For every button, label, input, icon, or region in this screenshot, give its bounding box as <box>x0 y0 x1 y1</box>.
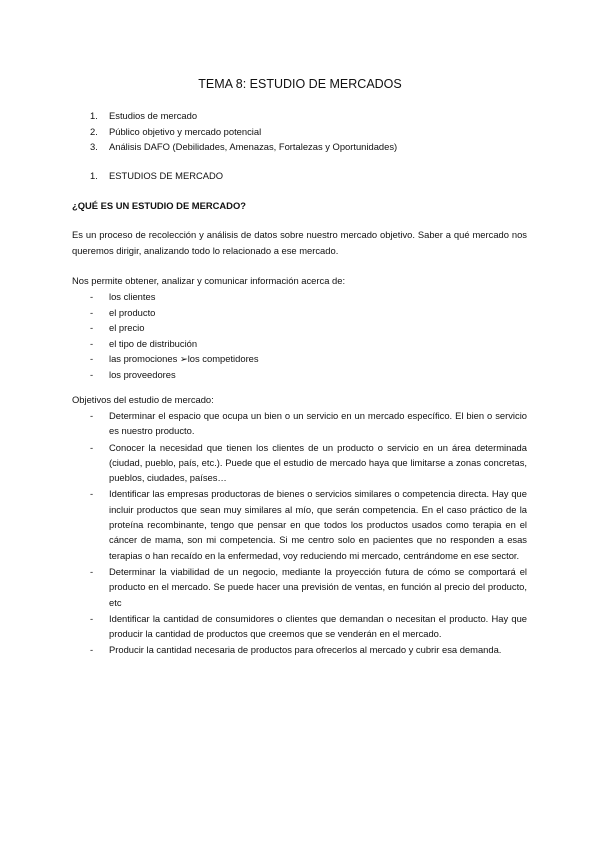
list-item-text: Conocer la necesidad que tienen los clientes de un producto o servicio en un área determinada (ciudad, pueblo, país, etc.). Puede que el estudio de mercado haya que limitarse a zonas concretas, pueblos, ciudades, países… <box>109 441 527 484</box>
list-dash: - <box>90 291 94 302</box>
list-item-text: Producir la cantidad necesaria de productos para ofrecerlos al mercado y cubrir esa demanda. <box>109 644 502 656</box>
toc-text: Público objetivo y mercado potencial <box>109 125 262 137</box>
list-item <box>90 486 527 562</box>
toc-text: Análisis DAFO (Debilidades, Amenazas, Fortalezas y Oportunidades) <box>109 141 398 152</box>
list-item <box>90 564 527 610</box>
list-item-text: el producto <box>109 306 156 318</box>
toc-number: 2. <box>90 125 98 137</box>
list-item-text: Determinar el espacio que ocupa un bien o un servicio en un mercado específico. El bien o servicio es nuestro producto. <box>109 410 527 437</box>
list-item-text: los clientes <box>109 291 156 302</box>
permite-list <box>90 289 527 382</box>
list-item-text: el precio <box>109 322 145 333</box>
toc-text: Estudios de mercado <box>109 110 198 121</box>
question-heading: ¿QUÉ ES UN ESTUDIO DE MERCADO? <box>72 200 246 211</box>
section-heading <box>90 168 223 183</box>
list-item <box>90 408 527 439</box>
list-item <box>90 305 527 321</box>
toc-item <box>90 108 397 124</box>
list-dash: - <box>90 337 94 349</box>
list-item-text: el tipo de distribución <box>109 337 198 349</box>
document-title: TEMA 8: ESTUDIO DE MERCADOS <box>198 77 402 91</box>
list-item <box>90 367 527 383</box>
list-dash: - <box>90 644 94 656</box>
section-title: ESTUDIOS DE MERCADO <box>109 170 224 181</box>
list-item <box>90 336 527 352</box>
list-item <box>90 320 527 336</box>
list-item-text: Identificar la cantidad de consumidores o clientes que demandan o necesitan el producto. Hay que producir la cantidad de productos que creemos que se venderán en el mercado. <box>109 612 527 640</box>
list-dash: - <box>90 488 94 500</box>
list-dash: - <box>90 441 94 453</box>
list-item-text: Identificar las empresas productoras de bienes o servicios similares o competencia directa. Hay que incluir productos que sean muy similares al mío, que serán competencia. En el caso práctico de la proteína recombinante, tengo que pensar en que todos los productos usados como terapia en el cáncer de mama, son mi competencia. Si me centro solo en pacientes que no responden a esas terapias o han recaído en la enfermedad, voy reduciendo mi mercado, centrándome en ese sector. <box>109 488 527 561</box>
table-of-contents <box>90 108 397 155</box>
objetivos-intro: Objetivos del estudio de mercado: <box>72 394 214 405</box>
list-item-text: las promociones ➢los competidores <box>109 353 259 364</box>
list-dash: - <box>90 322 94 333</box>
permite-intro: Nos permite obtener, analizar y comunicar información acerca de: <box>72 275 346 286</box>
toc-number: 1. <box>90 110 98 121</box>
list-dash: - <box>90 368 94 380</box>
section-number: 1. <box>90 170 98 181</box>
list-dash: - <box>90 565 94 577</box>
list-item <box>90 351 527 367</box>
toc-item <box>90 139 397 155</box>
list-dash: - <box>90 612 94 624</box>
list-item-text: Determinar la viabilidad de un negocio, mediante la proyección futura de cómo se comportará el producto en el mercado. Se puede hacer una previsión de ventas, en función al precio del producto, etc <box>109 565 527 608</box>
list-dash: - <box>90 353 94 364</box>
list-item <box>90 642 527 657</box>
definition-paragraph: Es un proceso de recolección y análisis de datos sobre nuestro mercado objetivo. Saber a qué mercado nos queremos dirigir, analizando todo lo relacionado a ese mercado. <box>72 229 527 256</box>
list-item-text: los proveedores <box>109 368 176 380</box>
list-item <box>90 611 527 642</box>
toc-item <box>90 124 397 140</box>
objetivos-list <box>90 408 527 658</box>
list-dash: - <box>90 306 94 318</box>
toc-number: 3. <box>90 141 98 152</box>
list-item <box>90 440 527 486</box>
list-dash: - <box>90 410 94 421</box>
list-item <box>90 289 527 305</box>
